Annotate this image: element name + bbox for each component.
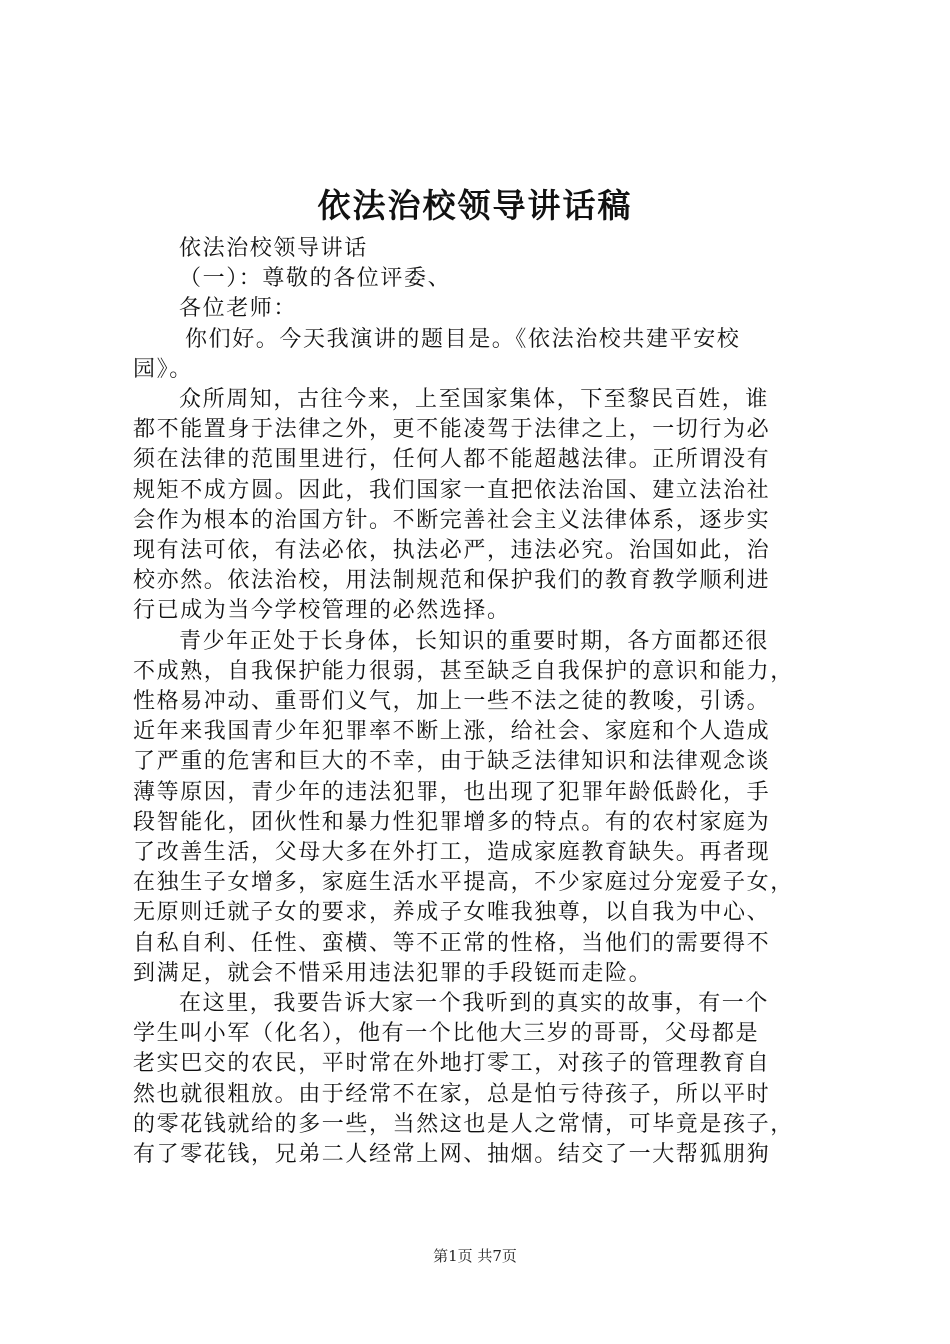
- body-line: 性格易冲动、重哥们义气，加上一些不法之徒的教唆，引诱。: [133, 689, 771, 715]
- body-line: 在这里，我要告诉大家一个我听到的真实的故事，有一个: [179, 991, 770, 1017]
- body-line: 依法治校领导讲话: [179, 236, 368, 261]
- body-line: 无原则迁就子女的要求，养成子女唯我独尊，以自我为中心、: [133, 900, 771, 926]
- document-title: 依法治校领导讲话稿: [317, 186, 633, 225]
- body-line: 老实巴交的农民，平时常在外地打零工，对孩子的管理教育自: [133, 1051, 771, 1077]
- body-line: 自私自利、任性、蛮横、等不正常的性格，当他们的需要得不: [133, 930, 771, 956]
- body-line: 须在法律的范围里进行，任何人都不能超越法律。正所谓没有: [133, 447, 771, 473]
- body-line: 段智能化，团伙性和暴力性犯罪增多的特点。有的农村家庭为: [133, 809, 771, 835]
- body-line: 园》。: [133, 356, 193, 382]
- body-line: 青少年正处于长身体，长知识的重要时期，各方面都还很: [179, 628, 770, 654]
- page-footer: [0, 1245, 950, 1266]
- document-body: [133, 234, 831, 1170]
- body-line: 现有法可依，有法必依，执法必严，违法必究。治国如此，治: [133, 538, 771, 564]
- body-line: 在独生子女增多，家庭生活水平提高，不少家庭过分宠爱子女，: [133, 870, 794, 896]
- body-line: 校亦然。依法治校，用法制规范和保护我们的教育教学顺利进: [133, 568, 771, 594]
- body-line: 了严重的危害和巨大的不幸，由于缺乏法律知识和法律观念谈: [133, 749, 771, 775]
- body-line: 不成熟，自我保护能力很弱，甚至缺乏自我保护的意识和能力，: [133, 658, 794, 684]
- page-number-label: 第1页 共7页: [433, 1247, 517, 1265]
- body-line: 众所周知，古往今来，上至国家集体，下至黎民百姓，谁: [179, 387, 770, 413]
- body-line: 你们好。今天我演讲的题目是。《依法治校共建平安校: [185, 326, 741, 352]
- body-line: 了改善生活，父母大多在外打工，造成家庭教育缺失。再者现: [133, 840, 771, 866]
- body-line: 薄等原因，青少年的违法犯罪，也出现了犯罪年龄低龄化，手: [133, 779, 771, 805]
- body-line: 各位老师：: [179, 296, 298, 322]
- body-line: 到满足，就会不惜采用违法犯罪的手段铤而走险。: [133, 960, 653, 986]
- body-line: 的零花钱就给的多一些，当然这也是人之常情，可毕竟是孩子，: [133, 1111, 794, 1137]
- body-line: 行已成为当今学校管理的必然选择。: [133, 598, 511, 624]
- body-line: 学生叫小军（化名），他有一个比他大三岁的哥哥，父母都是: [133, 1021, 760, 1047]
- body-line: 有了零花钱，兄弟二人经常上网、抽烟。结交了一大帮狐朋狗: [133, 1142, 771, 1168]
- body-line: 规矩不成方圆。因此，我们国家一直把依法治国、建立法治社: [133, 477, 771, 503]
- body-line: 近年来我国青少年犯罪率不断上涨，给社会、家庭和个人造成: [133, 719, 771, 745]
- body-line: 会作为根本的治国方针。不断完善社会主义法律体系，逐步实: [133, 507, 771, 533]
- body-line: 都不能置身于法律之外，更不能凌驾于法律之上，一切行为必: [133, 417, 771, 443]
- body-line: 然也就很粗放。由于经常不在家，总是怕亏待孩子，所以平时: [133, 1081, 771, 1107]
- body-line: （一）：尊敬的各位评委、: [179, 266, 452, 292]
